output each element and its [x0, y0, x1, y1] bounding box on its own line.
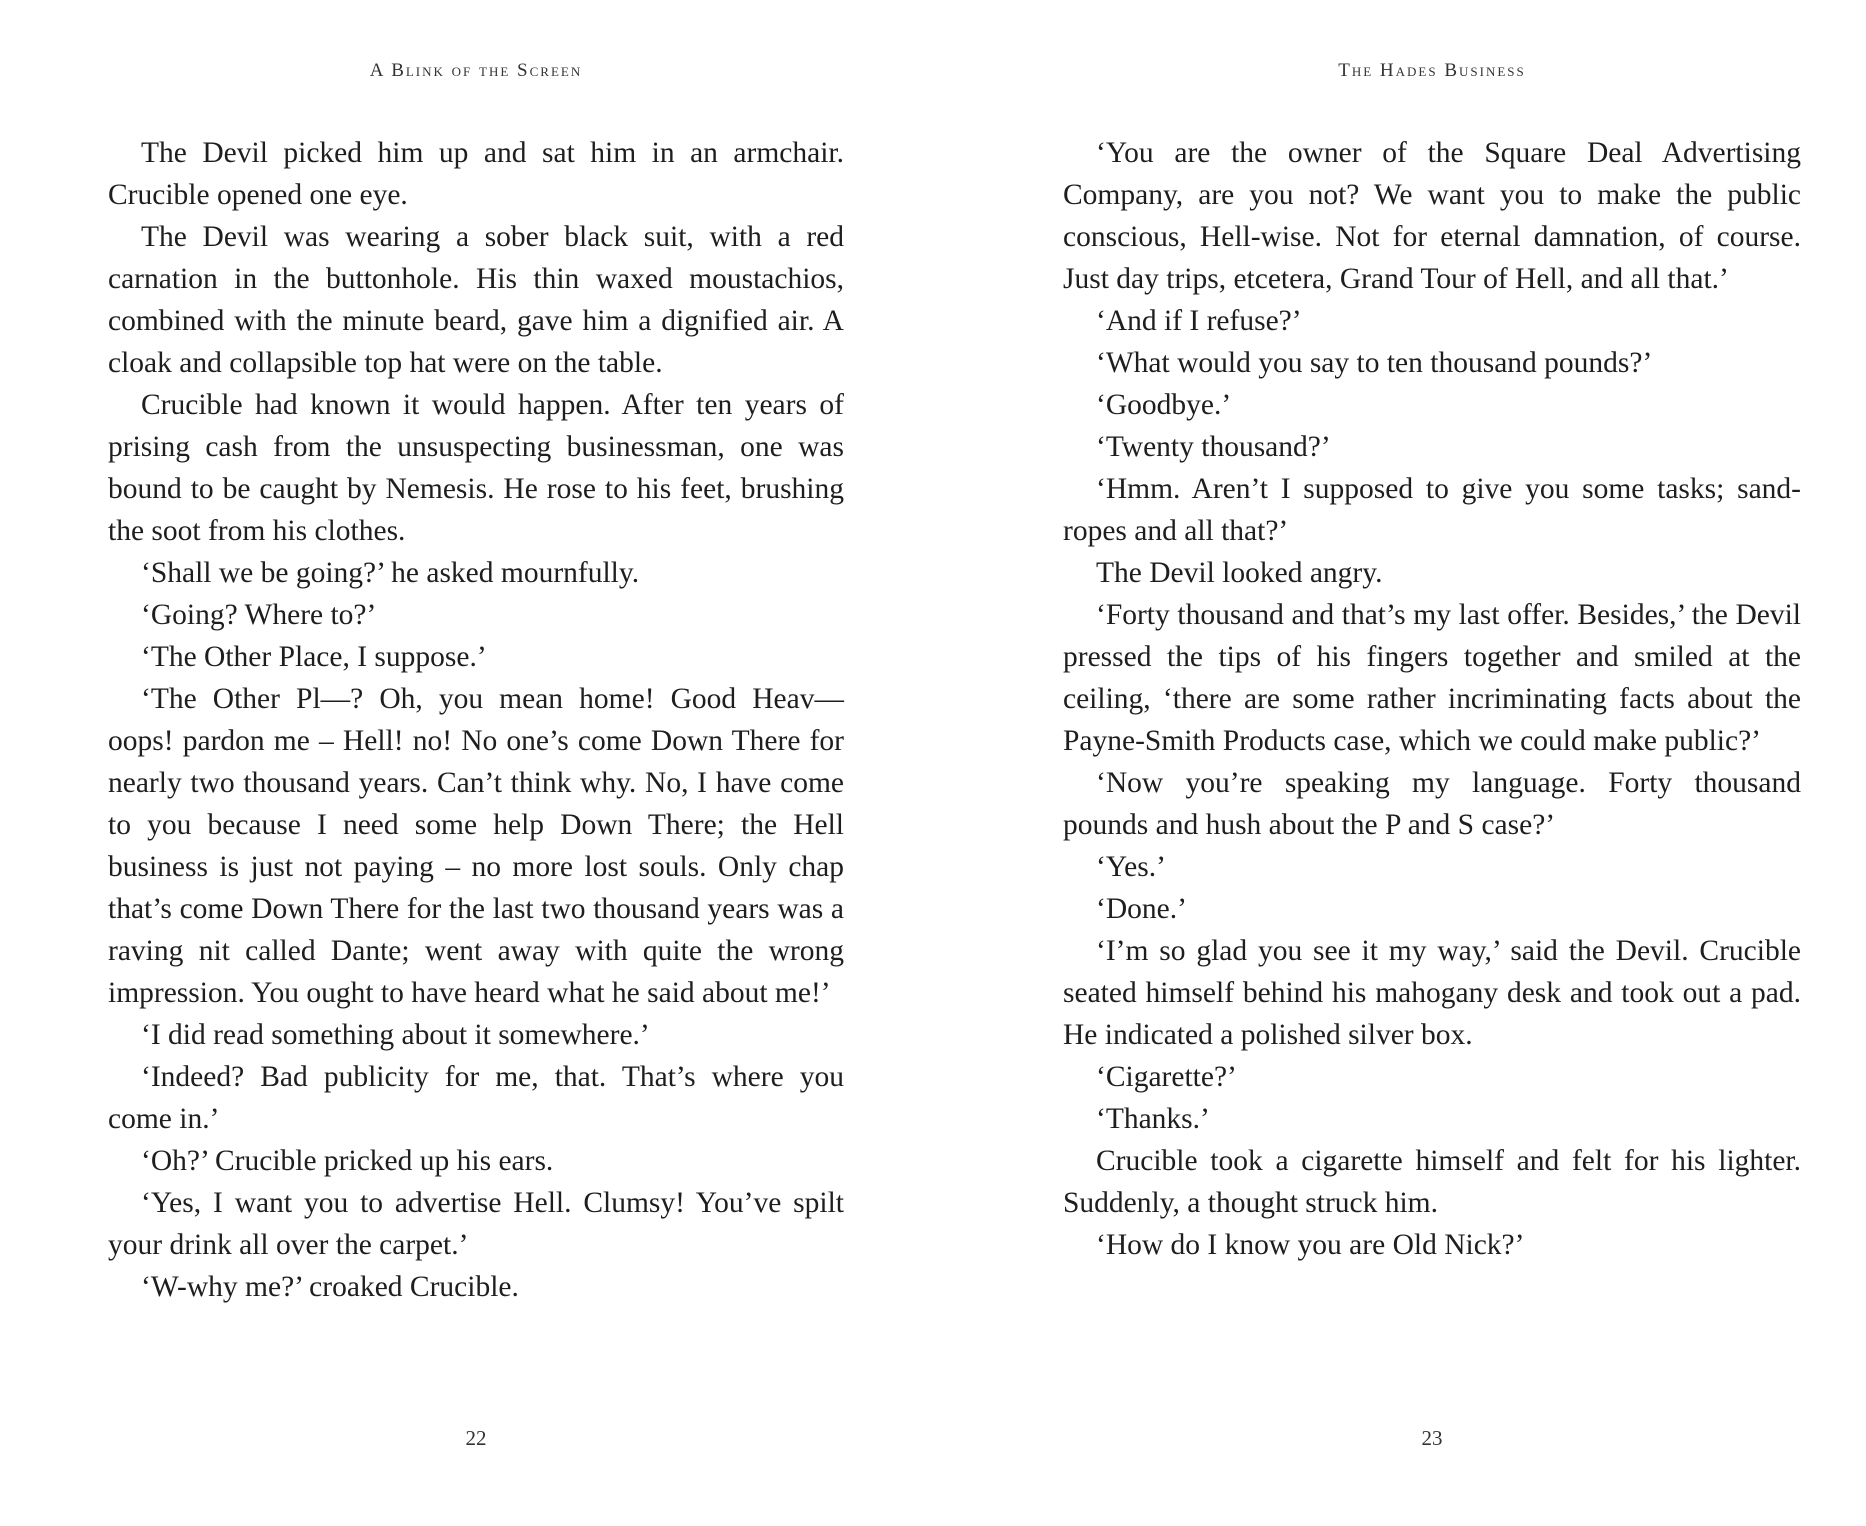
- paragraph: ‘Yes.’: [1096, 851, 1166, 883]
- paragraph: ‘I did read something about it somewhere.’: [141, 1019, 650, 1051]
- paragraph: ‘Oh?’ Crucible pricked up his ears.: [141, 1145, 554, 1177]
- paragraph: ‘The Other Pl—? Oh, you mean home! Good Heav— oops! pardon me – Hell! no! No one’s come Down There for nearly two thousand years. Can’t think why. No, I have come to you because I need some help Down There; the Hell business is just not paying – no more lost souls. Only chap that’s come Down There for the last two thousand years was a raving nit called Dante; went away with quite the wrong impression. You ought to have heard what he said about me!’: [108, 683, 844, 1009]
- paragraph: The Devil picked him up and sat him in an armchair. Crucible opened one eye.: [108, 137, 844, 211]
- running-head-right: The Hades Business: [1338, 60, 1526, 81]
- left-page: [108, 0, 844, 1526]
- paragraph: ‘Hmm. Aren’t I supposed to give you some tasks; sandropes and all that?’: [1063, 473, 1801, 547]
- paragraph: ‘How do I know you are Old Nick?’: [1096, 1229, 1525, 1261]
- paragraph: ‘The Other Place, I suppose.’: [141, 641, 487, 673]
- page-number-left: 22: [465, 1426, 487, 1450]
- paragraph: ‘Thanks.’: [1096, 1103, 1210, 1135]
- left-page-text: [108, 132, 844, 1308]
- paragraph: ‘I’m so glad you see it my way,’ said the Devil. Crucible seated himself behind his mahogany desk and took out a pad. He indicated a polished silver box.: [1063, 935, 1801, 1051]
- right-page-text: [1063, 132, 1801, 1266]
- paragraph: ‘Shall we be going?’ he asked mournfully.: [141, 557, 640, 589]
- paragraph: ‘W-why me?’ croaked Crucible.: [141, 1271, 519, 1303]
- paragraph: ‘You are the owner of the Square Deal Advertising Company, are you not? We want you to make the public conscious, Hell-wise. Not for eternal damnation, of course. Just day trips, etcetera, Grand Tour of Hell, and all that.’: [1063, 137, 1801, 295]
- paragraph: ‘Twenty thousand?’: [1096, 431, 1331, 463]
- running-head-left: A Blink of the Screen: [369, 60, 583, 81]
- paragraph: Crucible took a cigarette himself and felt for his lighter. Suddenly, a thought struck him.: [1063, 1145, 1801, 1219]
- paragraph: ‘Done.’: [1096, 893, 1187, 925]
- paragraph: ‘Forty thousand and that’s my last offer. Besides,’ the Devil pressed the tips of his fingers together and smiled at the ceiling, ‘there are some rather incriminating facts about the Payne-Smith Products case, which we could make public?’: [1063, 599, 1801, 757]
- paragraph: ‘And if I refuse?’: [1096, 305, 1302, 337]
- paragraph: ‘Indeed? Bad publicity for me, that. That’s where you come in.’: [108, 1061, 844, 1135]
- right-page: [1063, 0, 1801, 1526]
- paragraph: ‘Now you’re speaking my language. Forty thousand pounds and hush about the P and S case?’: [1063, 767, 1801, 841]
- paragraph: The Devil was wearing a sober black suit, with a red carnation in the buttonhole. His thin waxed moustachios, combined with the minute beard, gave him a dignified air. A cloak and collapsible top hat were on the table.: [108, 221, 844, 379]
- paragraph: ‘Yes, I want you to advertise Hell. Clumsy! You’ve spilt your drink all over the carpet.’: [108, 1187, 844, 1261]
- paragraph: ‘What would you say to ten thousand pounds?’: [1096, 347, 1653, 379]
- paragraph: ‘Goodbye.’: [1096, 389, 1232, 421]
- paragraph: ‘Cigarette?’: [1096, 1061, 1237, 1093]
- paragraph: ‘Going? Where to?’: [141, 599, 377, 631]
- paragraph: The Devil looked angry.: [1096, 557, 1383, 589]
- paragraph: Crucible had known it would happen. After ten years of prising cash from the unsuspecting businessman, one was bound to be caught by Nemesis. He rose to his feet, brushing the soot from his clothes.: [108, 389, 844, 547]
- page-number-right: 23: [1421, 1426, 1443, 1450]
